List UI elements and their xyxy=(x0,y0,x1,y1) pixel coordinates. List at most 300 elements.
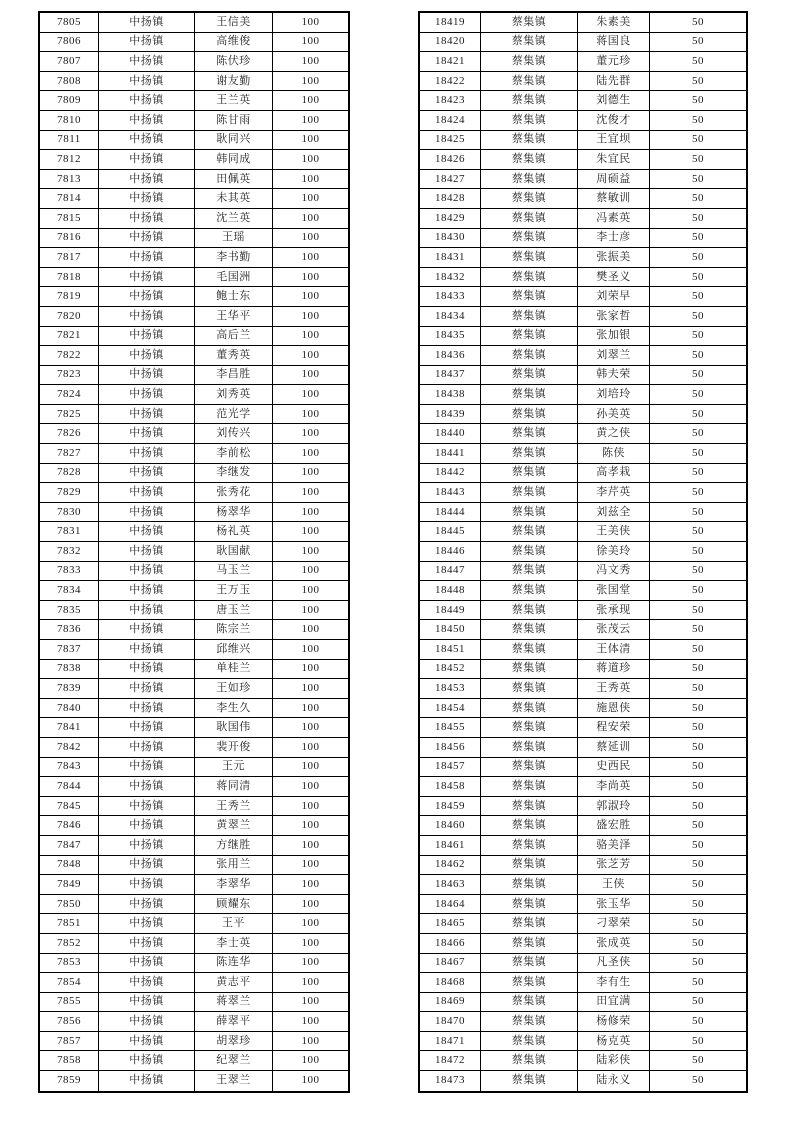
row-id-cell: 7831 xyxy=(40,522,99,542)
row-id-cell: 7806 xyxy=(40,33,99,53)
person-name-cell: 朱宜民 xyxy=(578,150,650,170)
person-name-cell: 耿国献 xyxy=(195,542,273,562)
person-name-cell: 田宜满 xyxy=(578,993,650,1013)
person-name-cell: 李书勤 xyxy=(195,248,273,268)
row-id-cell: 7830 xyxy=(40,503,99,523)
row-id-cell: 18428 xyxy=(420,189,481,209)
row-id-cell: 7818 xyxy=(40,268,99,288)
row-id-cell: 7849 xyxy=(40,875,99,895)
town-cell: 中扬镇 xyxy=(99,229,195,249)
town-cell: 蔡集镇 xyxy=(481,1051,578,1071)
town-cell: 中扬镇 xyxy=(99,875,195,895)
row-id-cell: 7826 xyxy=(40,424,99,444)
person-name-cell: 张芝芳 xyxy=(578,856,650,876)
person-name-cell: 刘荣早 xyxy=(578,287,650,307)
row-id-cell: 18458 xyxy=(420,777,481,797)
person-name-cell: 沈兰英 xyxy=(195,209,273,229)
person-name-cell: 徐美玲 xyxy=(578,542,650,562)
person-name-cell: 程安荣 xyxy=(578,718,650,738)
amount-cell: 100 xyxy=(273,522,348,542)
row-id-cell: 18464 xyxy=(420,895,481,915)
amount-cell: 50 xyxy=(650,464,746,484)
town-cell: 蔡集镇 xyxy=(481,131,578,151)
row-id-cell: 18443 xyxy=(420,483,481,503)
row-id-cell: 7813 xyxy=(40,170,99,190)
amount-cell: 100 xyxy=(273,816,348,836)
row-id-cell: 18421 xyxy=(420,52,481,72)
amount-cell: 100 xyxy=(273,758,348,778)
person-name-cell: 张成英 xyxy=(578,934,650,954)
person-name-cell: 李士彦 xyxy=(578,229,650,249)
amount-cell: 100 xyxy=(273,542,348,562)
row-id-cell: 18461 xyxy=(420,836,481,856)
town-cell: 蔡集镇 xyxy=(481,1032,578,1052)
amount-cell: 50 xyxy=(650,1032,746,1052)
person-name-cell: 刘德生 xyxy=(578,91,650,111)
amount-cell: 50 xyxy=(650,366,746,386)
amount-cell: 100 xyxy=(273,895,348,915)
town-cell: 中扬镇 xyxy=(99,758,195,778)
row-id-cell: 18465 xyxy=(420,914,481,934)
town-cell: 中扬镇 xyxy=(99,91,195,111)
town-cell: 蔡集镇 xyxy=(481,895,578,915)
row-id-cell: 7808 xyxy=(40,72,99,92)
amount-cell: 50 xyxy=(650,542,746,562)
town-cell: 中扬镇 xyxy=(99,660,195,680)
person-name-cell: 高维俊 xyxy=(195,33,273,53)
person-name-cell: 杨礼英 xyxy=(195,522,273,542)
amount-cell: 50 xyxy=(650,327,746,347)
town-cell: 中扬镇 xyxy=(99,287,195,307)
amount-cell: 50 xyxy=(650,33,746,53)
town-cell: 中扬镇 xyxy=(99,307,195,327)
amount-cell: 50 xyxy=(650,934,746,954)
person-name-cell: 杨翠华 xyxy=(195,503,273,523)
town-cell: 蔡集镇 xyxy=(481,52,578,72)
amount-cell: 50 xyxy=(650,856,746,876)
town-cell: 蔡集镇 xyxy=(481,405,578,425)
town-cell: 蔡集镇 xyxy=(481,836,578,856)
amount-cell: 50 xyxy=(650,268,746,288)
row-id-cell: 18452 xyxy=(420,660,481,680)
person-name-cell: 未其英 xyxy=(195,189,273,209)
town-cell: 蔡集镇 xyxy=(481,993,578,1013)
row-id-cell: 18446 xyxy=(420,542,481,562)
town-cell: 蔡集镇 xyxy=(481,503,578,523)
row-id-cell: 7841 xyxy=(40,718,99,738)
amount-cell: 100 xyxy=(273,150,348,170)
person-name-cell: 李有生 xyxy=(578,973,650,993)
person-name-cell: 朱素美 xyxy=(578,13,650,33)
person-name-cell: 王美侠 xyxy=(578,522,650,542)
amount-cell: 100 xyxy=(273,954,348,974)
person-name-cell: 刁翠荣 xyxy=(578,914,650,934)
town-cell: 中扬镇 xyxy=(99,424,195,444)
person-name-cell: 张秀花 xyxy=(195,483,273,503)
row-id-cell: 7825 xyxy=(40,405,99,425)
row-id-cell: 7809 xyxy=(40,91,99,111)
town-cell: 中扬镇 xyxy=(99,503,195,523)
person-name-cell: 顾耀东 xyxy=(195,895,273,915)
amount-cell: 50 xyxy=(650,346,746,366)
town-cell: 蔡集镇 xyxy=(481,229,578,249)
person-name-cell: 史西民 xyxy=(578,758,650,778)
person-name-cell: 单桂兰 xyxy=(195,660,273,680)
row-id-cell: 7816 xyxy=(40,229,99,249)
row-id-cell: 7838 xyxy=(40,660,99,680)
row-id-cell: 18472 xyxy=(420,1051,481,1071)
amount-cell: 100 xyxy=(273,679,348,699)
amount-cell: 50 xyxy=(650,72,746,92)
row-id-cell: 18444 xyxy=(420,503,481,523)
amount-cell: 100 xyxy=(273,993,348,1013)
person-name-cell: 王翠兰 xyxy=(195,1071,273,1091)
town-cell: 蔡集镇 xyxy=(481,444,578,464)
town-cell: 中扬镇 xyxy=(99,268,195,288)
row-id-cell: 7850 xyxy=(40,895,99,915)
town-cell: 蔡集镇 xyxy=(481,150,578,170)
row-id-cell: 18468 xyxy=(420,973,481,993)
person-name-cell: 李翠华 xyxy=(195,875,273,895)
town-cell: 中扬镇 xyxy=(99,620,195,640)
row-id-cell: 18462 xyxy=(420,856,481,876)
amount-cell: 100 xyxy=(273,1032,348,1052)
town-cell: 中扬镇 xyxy=(99,405,195,425)
amount-cell: 50 xyxy=(650,424,746,444)
amount-cell: 100 xyxy=(273,268,348,288)
beneficiary-table-left xyxy=(38,11,350,1093)
row-id-cell: 7856 xyxy=(40,1012,99,1032)
row-id-cell: 18449 xyxy=(420,601,481,621)
person-name-cell: 董秀英 xyxy=(195,346,273,366)
person-name-cell: 唐玉兰 xyxy=(195,601,273,621)
person-name-cell: 耿同兴 xyxy=(195,131,273,151)
row-id-cell: 18451 xyxy=(420,640,481,660)
person-name-cell: 蔡敏训 xyxy=(578,189,650,209)
person-name-cell: 郭淑玲 xyxy=(578,797,650,817)
town-cell: 蔡集镇 xyxy=(481,13,578,33)
amount-cell: 100 xyxy=(273,836,348,856)
town-cell: 蔡集镇 xyxy=(481,307,578,327)
person-name-cell: 冯素英 xyxy=(578,209,650,229)
row-id-cell: 7805 xyxy=(40,13,99,33)
amount-cell: 100 xyxy=(273,620,348,640)
person-name-cell: 蒋国良 xyxy=(578,33,650,53)
amount-cell: 100 xyxy=(273,640,348,660)
amount-cell: 100 xyxy=(273,366,348,386)
town-cell: 蔡集镇 xyxy=(481,111,578,131)
person-name-cell: 王秀英 xyxy=(578,679,650,699)
row-id-cell: 18439 xyxy=(420,405,481,425)
amount-cell: 100 xyxy=(273,346,348,366)
amount-cell: 100 xyxy=(273,385,348,405)
row-id-cell: 18438 xyxy=(420,385,481,405)
town-cell: 中扬镇 xyxy=(99,111,195,131)
person-name-cell: 毛国洲 xyxy=(195,268,273,288)
town-cell: 蔡集镇 xyxy=(481,91,578,111)
person-name-cell: 王瑶 xyxy=(195,229,273,249)
row-id-cell: 18470 xyxy=(420,1012,481,1032)
row-id-cell: 7821 xyxy=(40,327,99,347)
row-id-cell: 18426 xyxy=(420,150,481,170)
amount-cell: 100 xyxy=(273,72,348,92)
amount-cell: 50 xyxy=(650,973,746,993)
town-cell: 蔡集镇 xyxy=(481,856,578,876)
person-name-cell: 韩夫荣 xyxy=(578,366,650,386)
row-id-cell: 7810 xyxy=(40,111,99,131)
town-cell: 中扬镇 xyxy=(99,973,195,993)
row-id-cell: 7824 xyxy=(40,385,99,405)
town-cell: 蔡集镇 xyxy=(481,248,578,268)
town-cell: 中扬镇 xyxy=(99,895,195,915)
town-cell: 蔡集镇 xyxy=(481,522,578,542)
person-name-cell: 陆先群 xyxy=(578,72,650,92)
person-name-cell: 马玉兰 xyxy=(195,562,273,582)
person-name-cell: 张振美 xyxy=(578,248,650,268)
person-name-cell: 陆永义 xyxy=(578,1071,650,1091)
amount-cell: 50 xyxy=(650,248,746,268)
town-cell: 蔡集镇 xyxy=(481,777,578,797)
town-cell: 中扬镇 xyxy=(99,797,195,817)
person-name-cell: 刘兹全 xyxy=(578,503,650,523)
row-id-cell: 7832 xyxy=(40,542,99,562)
amount-cell: 50 xyxy=(650,660,746,680)
person-name-cell: 陈侠 xyxy=(578,444,650,464)
person-name-cell: 李士英 xyxy=(195,934,273,954)
town-cell: 蔡集镇 xyxy=(481,620,578,640)
town-cell: 蔡集镇 xyxy=(481,581,578,601)
town-cell: 蔡集镇 xyxy=(481,914,578,934)
person-name-cell: 刘翠兰 xyxy=(578,346,650,366)
person-name-cell: 陈连华 xyxy=(195,954,273,974)
town-cell: 蔡集镇 xyxy=(481,483,578,503)
amount-cell: 50 xyxy=(650,131,746,151)
amount-cell: 100 xyxy=(273,856,348,876)
town-cell: 蔡集镇 xyxy=(481,287,578,307)
amount-cell: 100 xyxy=(273,875,348,895)
person-name-cell: 樊圣义 xyxy=(578,268,650,288)
row-id-cell: 7858 xyxy=(40,1051,99,1071)
amount-cell: 100 xyxy=(273,444,348,464)
amount-cell: 100 xyxy=(273,307,348,327)
town-cell: 中扬镇 xyxy=(99,718,195,738)
amount-cell: 100 xyxy=(273,327,348,347)
amount-cell: 100 xyxy=(273,131,348,151)
row-id-cell: 7820 xyxy=(40,307,99,327)
amount-cell: 100 xyxy=(273,562,348,582)
row-id-cell: 7814 xyxy=(40,189,99,209)
person-name-cell: 田佩英 xyxy=(195,170,273,190)
amount-cell: 100 xyxy=(273,738,348,758)
amount-cell: 100 xyxy=(273,1051,348,1071)
person-name-cell: 李前松 xyxy=(195,444,273,464)
amount-cell: 50 xyxy=(650,758,746,778)
row-id-cell: 18437 xyxy=(420,366,481,386)
person-name-cell: 董元珍 xyxy=(578,52,650,72)
town-cell: 中扬镇 xyxy=(99,189,195,209)
person-name-cell: 刘秀英 xyxy=(195,385,273,405)
amount-cell: 100 xyxy=(273,503,348,523)
row-id-cell: 7845 xyxy=(40,797,99,817)
person-name-cell: 纪翠兰 xyxy=(195,1051,273,1071)
row-id-cell: 7857 xyxy=(40,1032,99,1052)
row-id-cell: 7855 xyxy=(40,993,99,1013)
row-id-cell: 18427 xyxy=(420,170,481,190)
row-id-cell: 18459 xyxy=(420,797,481,817)
town-cell: 蔡集镇 xyxy=(481,758,578,778)
town-cell: 中扬镇 xyxy=(99,170,195,190)
person-name-cell: 耿国伟 xyxy=(195,718,273,738)
town-cell: 蔡集镇 xyxy=(481,816,578,836)
person-name-cell: 蒋同清 xyxy=(195,777,273,797)
town-cell: 蔡集镇 xyxy=(481,464,578,484)
town-cell: 中扬镇 xyxy=(99,72,195,92)
town-cell: 蔡集镇 xyxy=(481,640,578,660)
amount-cell: 100 xyxy=(273,111,348,131)
amount-cell: 50 xyxy=(650,581,746,601)
town-cell: 中扬镇 xyxy=(99,150,195,170)
amount-cell: 100 xyxy=(273,797,348,817)
town-cell: 中扬镇 xyxy=(99,522,195,542)
row-id-cell: 7828 xyxy=(40,464,99,484)
amount-cell: 50 xyxy=(650,993,746,1013)
row-id-cell: 18445 xyxy=(420,522,481,542)
row-id-cell: 7836 xyxy=(40,620,99,640)
row-id-cell: 18420 xyxy=(420,33,481,53)
amount-cell: 100 xyxy=(273,777,348,797)
person-name-cell: 王兰英 xyxy=(195,91,273,111)
town-cell: 中扬镇 xyxy=(99,993,195,1013)
amount-cell: 50 xyxy=(650,777,746,797)
amount-cell: 100 xyxy=(273,483,348,503)
person-name-cell: 高后兰 xyxy=(195,327,273,347)
person-name-cell: 李芹英 xyxy=(578,483,650,503)
person-name-cell: 陆彩侠 xyxy=(578,1051,650,1071)
town-cell: 中扬镇 xyxy=(99,856,195,876)
town-cell: 蔡集镇 xyxy=(481,170,578,190)
town-cell: 蔡集镇 xyxy=(481,797,578,817)
person-name-cell: 刘传兴 xyxy=(195,424,273,444)
amount-cell: 100 xyxy=(273,699,348,719)
amount-cell: 100 xyxy=(273,189,348,209)
row-id-cell: 7847 xyxy=(40,836,99,856)
row-id-cell: 7811 xyxy=(40,131,99,151)
town-cell: 蔡集镇 xyxy=(481,738,578,758)
row-id-cell: 18469 xyxy=(420,993,481,1013)
amount-cell: 50 xyxy=(650,601,746,621)
amount-cell: 50 xyxy=(650,91,746,111)
town-cell: 蔡集镇 xyxy=(481,718,578,738)
beneficiary-table-right xyxy=(418,11,748,1093)
row-id-cell: 18453 xyxy=(420,679,481,699)
person-name-cell: 王元 xyxy=(195,758,273,778)
amount-cell: 50 xyxy=(650,405,746,425)
person-name-cell: 蒋翠兰 xyxy=(195,993,273,1013)
town-cell: 蔡集镇 xyxy=(481,385,578,405)
row-id-cell: 7835 xyxy=(40,601,99,621)
person-name-cell: 李尚英 xyxy=(578,777,650,797)
row-id-cell: 7848 xyxy=(40,856,99,876)
amount-cell: 50 xyxy=(650,816,746,836)
row-id-cell: 18432 xyxy=(420,268,481,288)
town-cell: 中扬镇 xyxy=(99,327,195,347)
row-id-cell: 7834 xyxy=(40,581,99,601)
amount-cell: 50 xyxy=(650,699,746,719)
amount-cell: 100 xyxy=(273,601,348,621)
town-cell: 中扬镇 xyxy=(99,483,195,503)
row-id-cell: 18454 xyxy=(420,699,481,719)
row-id-cell: 7859 xyxy=(40,1071,99,1091)
person-name-cell: 张家哲 xyxy=(578,307,650,327)
person-name-cell: 冯文秀 xyxy=(578,562,650,582)
amount-cell: 100 xyxy=(273,405,348,425)
person-name-cell: 方继胜 xyxy=(195,836,273,856)
row-id-cell: 18419 xyxy=(420,13,481,33)
amount-cell: 100 xyxy=(273,248,348,268)
amount-cell: 100 xyxy=(273,464,348,484)
town-cell: 蔡集镇 xyxy=(481,346,578,366)
amount-cell: 50 xyxy=(650,954,746,974)
person-name-cell: 黄翠兰 xyxy=(195,816,273,836)
person-name-cell: 范光学 xyxy=(195,405,273,425)
row-id-cell: 18450 xyxy=(420,620,481,640)
town-cell: 蔡集镇 xyxy=(481,934,578,954)
person-name-cell: 黄志平 xyxy=(195,973,273,993)
amount-cell: 50 xyxy=(650,562,746,582)
town-cell: 中扬镇 xyxy=(99,366,195,386)
person-name-cell: 薛翠平 xyxy=(195,1012,273,1032)
person-name-cell: 王如珍 xyxy=(195,679,273,699)
person-name-cell: 张加银 xyxy=(578,327,650,347)
person-name-cell: 王宜坝 xyxy=(578,131,650,151)
amount-cell: 100 xyxy=(273,209,348,229)
amount-cell: 100 xyxy=(273,660,348,680)
person-name-cell: 鲍士东 xyxy=(195,287,273,307)
person-name-cell: 王秀兰 xyxy=(195,797,273,817)
row-id-cell: 18448 xyxy=(420,581,481,601)
person-name-cell: 张玉华 xyxy=(578,895,650,915)
amount-cell: 50 xyxy=(650,229,746,249)
amount-cell: 100 xyxy=(273,973,348,993)
row-id-cell: 18471 xyxy=(420,1032,481,1052)
amount-cell: 50 xyxy=(650,209,746,229)
row-id-cell: 18460 xyxy=(420,816,481,836)
amount-cell: 50 xyxy=(692,1074,704,1087)
town-cell: 中扬镇 xyxy=(99,1012,195,1032)
town-cell: 蔡集镇 xyxy=(481,209,578,229)
amount-cell: 100 xyxy=(273,52,348,72)
amount-cell: 100 xyxy=(273,229,348,249)
row-id-cell: 18455 xyxy=(420,718,481,738)
row-id-cell: 7844 xyxy=(40,777,99,797)
town-cell: 中扬镇 xyxy=(99,209,195,229)
town-cell: 蔡集镇 xyxy=(481,366,578,386)
town-cell: 中扬镇 xyxy=(99,1032,195,1052)
town-cell: 蔡集镇 xyxy=(481,660,578,680)
person-name-cell: 刘培玲 xyxy=(578,385,650,405)
person-name-cell: 王体清 xyxy=(578,640,650,660)
town-cell: 中扬镇 xyxy=(99,738,195,758)
amount-cell: 100 xyxy=(273,13,348,33)
row-id-cell: 18424 xyxy=(420,111,481,131)
person-name-cell: 骆美泽 xyxy=(578,836,650,856)
row-id-cell: 7853 xyxy=(40,954,99,974)
amount-cell: 50 xyxy=(650,170,746,190)
person-name-cell: 蔡延训 xyxy=(578,738,650,758)
person-name-cell: 蒋道珍 xyxy=(578,660,650,680)
person-name-cell: 李继发 xyxy=(195,464,273,484)
row-id-cell: 18434 xyxy=(420,307,481,327)
